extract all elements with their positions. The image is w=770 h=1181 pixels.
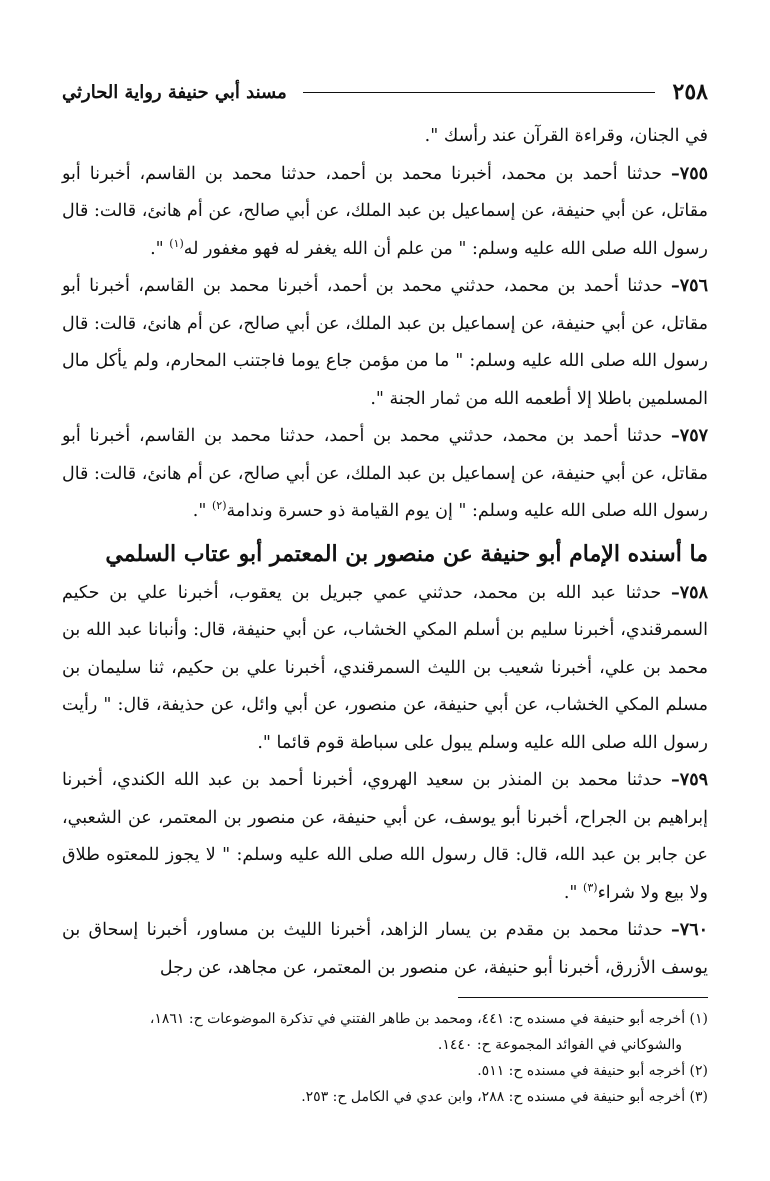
hadith-text: حدثنا عبد الله بن محمد، حدثني عمي جبريل بن يعقوب، أخبرنا علي بن حكيم السمرقندي، أخبرنا سليم بن أسلم المكي الخشاب، عن أبي حنيفة، قال: وأنبانا عبد الله بن محمد بن علي، أخبرنا شعيب بن الليث السمرقندي، أخبرنا علي بن حكيم، ثنا سليمان بن مسلم المكي الخشاب، عن أبي حنيفة، عن منصور، عن أبي وائل، عن حذيفة، قال: " رأيت رسول الله صلى الله عليه وسلم يبول على سباطة قوم قائما ". [62, 582, 708, 753]
hadith-756 [62, 268, 708, 418]
hadith-end: ". [150, 238, 170, 259]
book-title: مسند أبي حنيفة رواية الحارثي [62, 81, 287, 103]
body-text [62, 118, 708, 987]
footnote-1-continuation: والشوكاني في الفوائد المجموعة ح: ١٤٤٠. [437, 1037, 682, 1053]
footnote-marker: (٢) [211, 499, 227, 513]
hadith-end: ". [563, 882, 584, 903]
book-page [62, 72, 708, 1181]
paragraph-continuation: في الجنان، وقراءة القرآن عند رأسك ". [424, 126, 708, 146]
hadith-text: حدثنا أحمد بن محمد، أخبرنا محمد بن أحمد، حدثنا محمد بن القاسم، أخبرنا أبو مقاتل، عن أبي حنيفة، عن إسماعيل بن عبد الملك، عن أبي صالح، عن أم هانئ، قالت: قال رسول الله صلى الله عليه وسلم: " من علم أن الله يغفر له فهو مغفور له [62, 163, 708, 259]
header-rule [303, 92, 655, 93]
hadith-757 [62, 418, 708, 531]
footnote-rule [458, 997, 708, 998]
hadith-number: ٧٥٥– [671, 163, 708, 184]
footnotes [62, 1006, 708, 1110]
footnote-marker: (١) [169, 236, 184, 250]
section-heading: ما أسنده الإمام أبو حنيفة عن منصور بن المعتمر أبو عتاب السلمي [105, 540, 708, 567]
hadith-number: ٧٥٨– [671, 582, 708, 603]
hadith-text: حدثنا محمد بن المنذر بن سعيد الهروي، أخبرنا أحمد بن عبد الله الكندي، أخبرنا إبراهيم بن الجراح، أخبرنا أبو يوسف، عن أبي حنيفة، عن منصور بن المعتمر، عن الشعبي، عن جابر بن عبد الله، قال: قال رسول الله صلى الله عليه وسلم: " لا يجوز للمعتوه طلاق ولا بيع ولا شراء [62, 770, 708, 903]
hadith-end: ". [192, 501, 212, 521]
page-number: ٢٥٨ [672, 79, 708, 105]
footnote-marker: (٣) [583, 880, 598, 894]
hadith-text: حدثنا محمد بن مقدم بن يسار الزاهد، أخبرنا الليث بن مساور، أخبرنا إسحاق بن يوسف الأزرق، أخبرنا أبو حنيفة، عن منصور بن المعتمر، عن مجاهد، عن رجل [62, 920, 708, 978]
running-header [62, 72, 708, 112]
footnote-1: (١) أخرجه أبو حنيفة في مسنده ح: ٤٤١، ومحمد بن طاهر الفتني في تذكرة الموضوعات ح: ١٨٦١، [149, 1011, 708, 1027]
hadith-text: حدثنا أحمد بن محمد، حدثني محمد بن أحمد، أخبرنا محمد بن القاسم، أخبرنا أبو مقاتل، عن أبي حنيفة، عن إسماعيل بن عبد الملك، عن أبي صالح، عن أم هانئ، قالت: قال رسول الله صلى الله عليه وسلم: " ما من مؤمن جاع يوما فاجتنب المحارم، ولم يأكل مال المسلمين باطلا إلا أطعمه الله من ثمار الجنة ". [62, 276, 708, 409]
hadith-755 [62, 156, 708, 269]
hadith-text: حدثنا أحمد بن محمد، حدثني محمد بن أحمد، حدثنا محمد بن القاسم، أخبرنا أبو مقاتل، عن أبي حنيفة، عن إسماعيل بن عبد الملك، عن أبي صالح، عن أم هانئ، قالت: قال رسول الله صلى الله عليه وسلم: " إن يوم القيامة ذو حسرة وندامة [62, 426, 708, 521]
hadith-758 [62, 575, 708, 763]
footnote-3: (٣) أخرجه أبو حنيفة في مسنده ح: ٢٨٨، وابن عدي في الكامل ح: ٢٥٣. [301, 1089, 708, 1105]
footnote-2: (٢) أخرجه أبو حنيفة في مسنده ح: ٥١١. [477, 1063, 708, 1079]
hadith-number: ٧٥٧– [671, 426, 708, 446]
hadith-number: ٧٥٩– [671, 770, 708, 790]
hadith-760 [62, 912, 708, 987]
hadith-number: ٧٥٦– [671, 276, 708, 296]
hadith-number: ٧٦٠– [671, 920, 708, 940]
hadith-759 [62, 762, 708, 912]
